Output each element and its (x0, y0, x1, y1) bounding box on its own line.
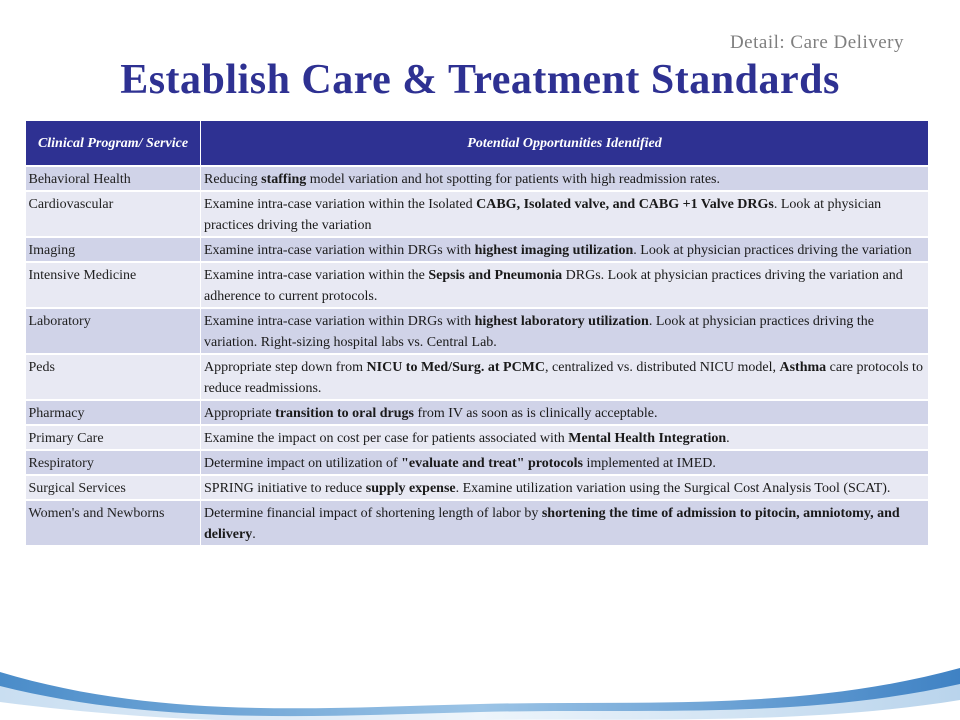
table-row (26, 308, 929, 354)
service-cell: Respiratory (26, 450, 201, 475)
opportunity-emphasis: CABG, Isolated valve, and CABG +1 Valve DRGs (476, 197, 774, 212)
opportunity-text: . (726, 431, 730, 446)
service-cell: Surgical Services (26, 475, 201, 500)
opportunity-text: Determine impact on utilization of (204, 456, 402, 471)
opportunity-emphasis: highest imaging utilization (474, 243, 634, 258)
table-body (26, 166, 929, 545)
table-row (26, 450, 929, 475)
opportunity-text: Examine intra-case variation within DRGs with (204, 243, 475, 258)
opportunity-emphasis: Asthma (779, 360, 827, 375)
opportunity-text: Examine intra-case variation within the Isolated (204, 197, 477, 212)
opportunity-text: Examine intra-case variation within DRGs with (204, 314, 475, 329)
opportunity-text: DRGs. Look at physician practices driving the variation and adherence to current protocols. (204, 268, 903, 304)
table-row (26, 400, 929, 425)
decorative-wave-footer (0, 650, 960, 720)
column-header-opportunities: Potential Opportunities Identified (201, 121, 929, 167)
opportunity-emphasis: staffing (261, 172, 307, 187)
opportunity-text: Determine financial impact of shortening length of labor by (204, 506, 542, 521)
opportunity-text: . Look at physician practices driving the variation. Right-sizing hospital labs vs. Central Lab. (204, 314, 874, 350)
service-cell: Pharmacy (26, 400, 201, 425)
opportunity-emphasis: highest laboratory utilization (474, 314, 649, 329)
service-cell: Laboratory (26, 308, 201, 354)
table-row (26, 425, 929, 450)
opportunity-cell (201, 425, 929, 450)
table-header-row (26, 121, 929, 167)
opportunity-text: . Examine utilization variation using the Surgical Cost Analysis Tool (SCAT). (455, 481, 891, 496)
table-row (26, 500, 929, 545)
opportunity-text: model variation and hot spotting for patients with high readmission rates. (306, 172, 720, 187)
service-cell: Behavioral Health (26, 166, 201, 191)
service-cell: Women's and Newborns (26, 500, 201, 545)
table-row (26, 237, 929, 262)
opportunity-text: Appropriate step down from (204, 360, 367, 375)
opportunity-cell (201, 400, 929, 425)
opportunity-cell (201, 354, 929, 400)
opportunity-emphasis: "evaluate and treat" protocols (401, 456, 583, 471)
opportunity-emphasis: Mental Health Integration (568, 431, 727, 446)
opportunity-emphasis: NICU to Med/Surg. at PCMC (366, 360, 546, 375)
opportunities-table (25, 120, 929, 545)
opportunity-emphasis: supply expense (365, 481, 456, 496)
opportunity-text: care protocols to reduce readmissions. (204, 360, 923, 396)
service-cell: Intensive Medicine (26, 262, 201, 308)
opportunity-cell (201, 191, 929, 237)
opportunity-emphasis: shortening the time of admission to pitocin, amniotomy, and delivery (204, 506, 900, 542)
opportunity-text: implemented at IMED. (582, 456, 716, 471)
opportunity-cell (201, 262, 929, 308)
opportunity-text: from IV as soon as is clinically acceptable. (414, 406, 658, 421)
opportunity-emphasis: transition to oral drugs (275, 406, 414, 421)
table-row (26, 262, 929, 308)
service-cell: Imaging (26, 237, 201, 262)
opportunity-text: . Look at physician practices driving the variation (633, 243, 912, 258)
opportunity-cell (201, 450, 929, 475)
slide-title: Establish Care & Treatment Standards (120, 57, 840, 103)
opportunity-text: Appropriate (204, 406, 276, 421)
service-cell: Peds (26, 354, 201, 400)
opportunity-text: . (252, 527, 256, 542)
opportunity-cell (201, 237, 929, 262)
table-row (26, 191, 929, 237)
opportunity-cell (201, 475, 929, 500)
service-cell: Primary Care (26, 425, 201, 450)
table-row (26, 166, 929, 191)
service-cell: Cardiovascular (26, 191, 201, 237)
opportunity-cell (201, 308, 929, 354)
column-header-service: Clinical Program/ Service (26, 121, 201, 167)
opportunity-text: , centralized vs. distributed NICU model, (545, 360, 780, 375)
opportunity-text: Examine the impact on cost per case for patients associated with (204, 431, 569, 446)
opportunity-cell (201, 500, 929, 545)
opportunity-text: Reducing (204, 172, 262, 187)
slide-subtitle: Detail: Care Delivery (729, 32, 904, 53)
opportunity-text: . Look at physician practices driving the variation (204, 197, 882, 233)
table-row (26, 354, 929, 400)
table-row (26, 475, 929, 500)
opportunity-emphasis: Sepsis and Pneumonia (428, 268, 563, 283)
opportunity-cell (201, 166, 929, 191)
opportunity-text: SPRING initiative to reduce (204, 481, 366, 496)
opportunity-text: Examine intra-case variation within the (204, 268, 429, 283)
